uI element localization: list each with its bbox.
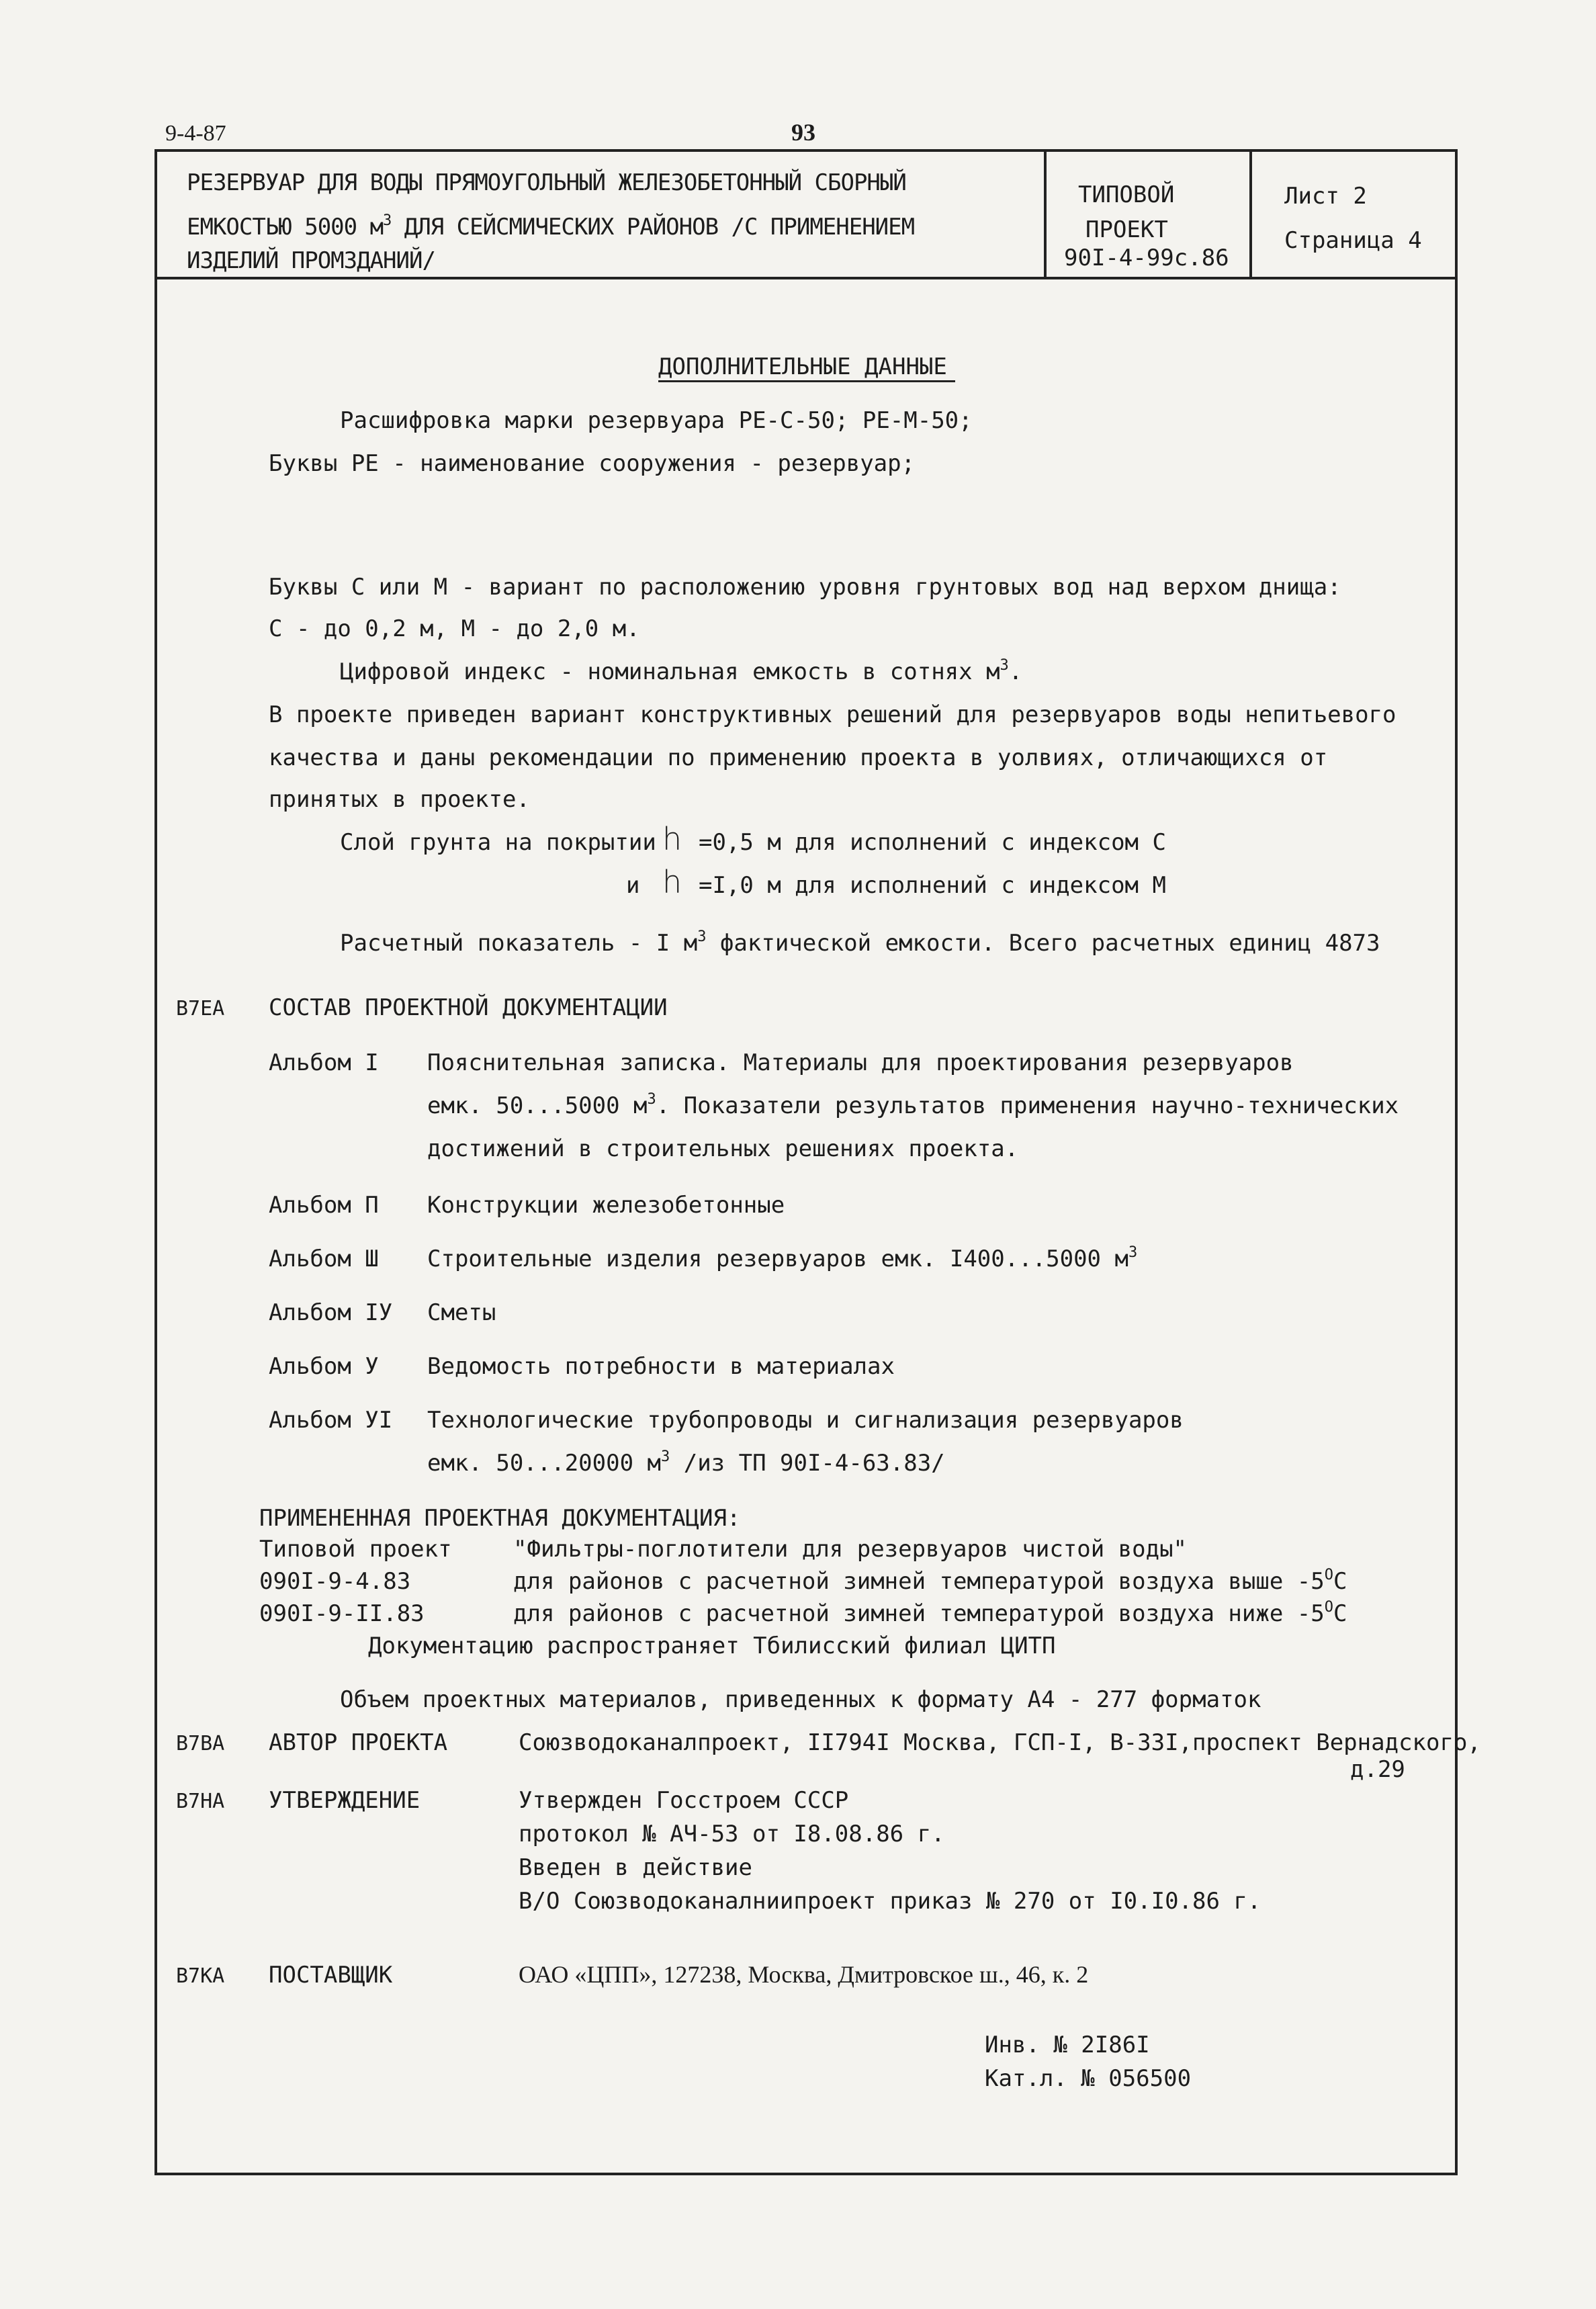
approval-line-2: протокол № АЧ-53 от I8.08.86 г. bbox=[519, 1821, 945, 1847]
soil-line-1: Слой грунта на покрытии bbox=[340, 829, 656, 856]
album-5-label: Альбом У bbox=[269, 1353, 379, 1380]
approval-line-3: Введен в действие bbox=[519, 1854, 752, 1881]
soil-line-1-rest: =0,5 м для исполнений с индексом С bbox=[699, 829, 1166, 856]
album-6-line2: емк. 50...20000 $м^3$ /из ТП 90I-4-63.83/ bbox=[427, 1448, 945, 1477]
distribution-note: Документацию распространяет Тбилисский филиал ЦИТП bbox=[368, 1632, 1056, 1659]
body-line-1: Расшифровка марки резервуара РЕ-С-50; РЕ-М-50; bbox=[340, 407, 973, 434]
project-label: ПРОЕКТ bbox=[1085, 216, 1168, 243]
album-2-label: Альбом П bbox=[269, 1192, 379, 1219]
approval-line-1: Утвержден Госстроем СССР bbox=[519, 1787, 849, 1814]
album-4-label: Альбом IУ bbox=[269, 1299, 393, 1326]
author-label: АВТОР ПРОЕКТА bbox=[269, 1729, 448, 1756]
section-heading: ДОПОЛНИТЕЛЬНЫЕ ДАННЫЕ bbox=[658, 353, 947, 380]
header-title-line2: ЕМКОСТЬЮ 5000 $м^3$ ДЛЯ СЕЙСМИЧЕСКИХ РАЙОНОВ /С ПРИМЕНЕНИЕМ bbox=[187, 212, 915, 241]
album-5-text: Ведомость потребности в материалах bbox=[427, 1353, 895, 1380]
header-title-line1: РЕЗЕРВУАР ДЛЯ ВОДЫ ПРЯМОУГОЛЬНЫЙ ЖЕЛЕЗОБЕТОННЫЙ СБОРНЫЙ bbox=[187, 169, 906, 196]
body-line-6: В проекте приведен вариант конструктивных решений для резервуаров воды непитьевого bbox=[269, 701, 1396, 728]
project-type-label: ТИПОВОЙ bbox=[1078, 181, 1175, 208]
supplier-code: В7КА bbox=[176, 1964, 225, 1988]
author-text: Союзводоканалпроект, II794I Москва, ГСП-I, В-33I,проспект Вернадского, bbox=[519, 1729, 1481, 1756]
author-code: В7ВА bbox=[176, 1732, 225, 1755]
heading-underline bbox=[658, 380, 955, 382]
approval-code: В7НА bbox=[176, 1790, 225, 1813]
body-line-8: принятых в проекте. bbox=[269, 786, 530, 813]
body-line-7: качества и даны рекомендации по применению проекта в уолвиях, отличающихся от bbox=[269, 744, 1328, 771]
author-text-2: д.29 bbox=[1350, 1756, 1405, 1783]
album-1-label: Альбом I bbox=[269, 1049, 379, 1076]
body-line-3: Буквы С или М - вариант по расположению уровня грунтовых вод над верхом днища: bbox=[269, 574, 1341, 601]
applied-row-3-right: для районов с расчетной зимней температурой воздуха ниже $-5^ОС$ bbox=[513, 1599, 1347, 1627]
composition-code: В7ЕА bbox=[176, 997, 225, 1020]
page-label: Страница 4 bbox=[1284, 227, 1422, 254]
applied-row-2-left: 090I-9-4.83 bbox=[259, 1568, 411, 1595]
volume-note: Объем проектных материалов, приведенных к формату А4 - 277 форматок bbox=[340, 1686, 1261, 1713]
album-1-line3: достижений в строительных решениях проекта. bbox=[427, 1135, 1019, 1162]
soil-variable-1: h bbox=[662, 821, 682, 857]
album-1-line2: емк. 50...5000 $м^3$. Показатели результатов применения научно-технических bbox=[427, 1091, 1399, 1119]
album-1-line1: Пояснительная записка. Материалы для проектирования резервуаров bbox=[427, 1049, 1294, 1076]
body-line-4: С - до 0,2 м, М - до 2,0 м. bbox=[269, 615, 640, 642]
soil-line-2-rest: =I,0 м для исполнений с индексом М bbox=[699, 872, 1166, 899]
supplier-text: ОАО «ЦПП», 127238, Москва, Дмитровское ш., 46, к. 2 bbox=[519, 1961, 1089, 1988]
album-2-text: Конструкции железобетонные bbox=[427, 1192, 785, 1219]
album-6-label: Альбом УI bbox=[269, 1407, 393, 1434]
soil-line-2: и bbox=[626, 872, 640, 899]
approval-label: УТВЕРЖДЕНИЕ bbox=[269, 1787, 420, 1814]
header-title-line3: ИЗДЕЛИЙ ПРОМЗДАНИЙ/ bbox=[187, 247, 435, 274]
project-number: 90I-4-99с.86 bbox=[1064, 245, 1229, 271]
album-3-text: Строительные изделия резервуаров емк. I400...5000 $м^3$ bbox=[427, 1244, 1138, 1272]
approval-line-4: В/О Союзводоканалниипроект приказ № 270 от I0.I0.86 г. bbox=[519, 1888, 1261, 1915]
inventory-number: Инв. № 2I86I bbox=[985, 2032, 1150, 2058]
page-number: 93 bbox=[791, 119, 815, 146]
album-4-text: Сметы bbox=[427, 1299, 496, 1326]
applied-row-1-left: Типовой проект bbox=[259, 1536, 452, 1563]
supplier-label: ПОСТАВЩИК bbox=[269, 1962, 393, 1989]
header-vline-1 bbox=[1044, 152, 1047, 277]
album-3-label: Альбом Ш bbox=[269, 1246, 379, 1272]
album-6-line1: Технологические трубопроводы и сигнализация резервуаров bbox=[427, 1407, 1184, 1434]
applied-row-3-left: 090I-9-II.83 bbox=[259, 1600, 425, 1627]
body-line-2: Буквы РЕ - наименование сооружения - резервуар; bbox=[269, 450, 916, 477]
composition-heading: СОСТАВ ПРОЕКТНОЙ ДОКУМЕНТАЦИИ bbox=[269, 994, 668, 1021]
header-divider bbox=[157, 277, 1455, 279]
document-code: 9-4-87 bbox=[165, 121, 226, 146]
sheet-label: Лист 2 bbox=[1284, 183, 1367, 210]
applied-row-2-right: для районов с расчетной зимней температурой воздуха выше $-5^ОС$ bbox=[513, 1567, 1347, 1595]
soil-variable-2: h bbox=[662, 864, 682, 900]
calc-indicator: Расчетный показатель - I $м^3$ фактической емкости. Всего расчетных единиц 4873 bbox=[340, 928, 1380, 957]
catalog-number: Кат.л. № 056500 bbox=[985, 2065, 1192, 2092]
body-line-5: Цифровой индекс - номинальная емкость в сотнях $м^3$. bbox=[340, 657, 1023, 685]
applied-row-1-right: "Фильтры-поглотители для резервуаров чистой воды" bbox=[513, 1536, 1188, 1563]
header-vline-2 bbox=[1249, 152, 1252, 277]
applied-heading: ПРИМЕНЕННАЯ ПРОЕКТНАЯ ДОКУМЕНТАЦИЯ: bbox=[259, 1505, 741, 1532]
